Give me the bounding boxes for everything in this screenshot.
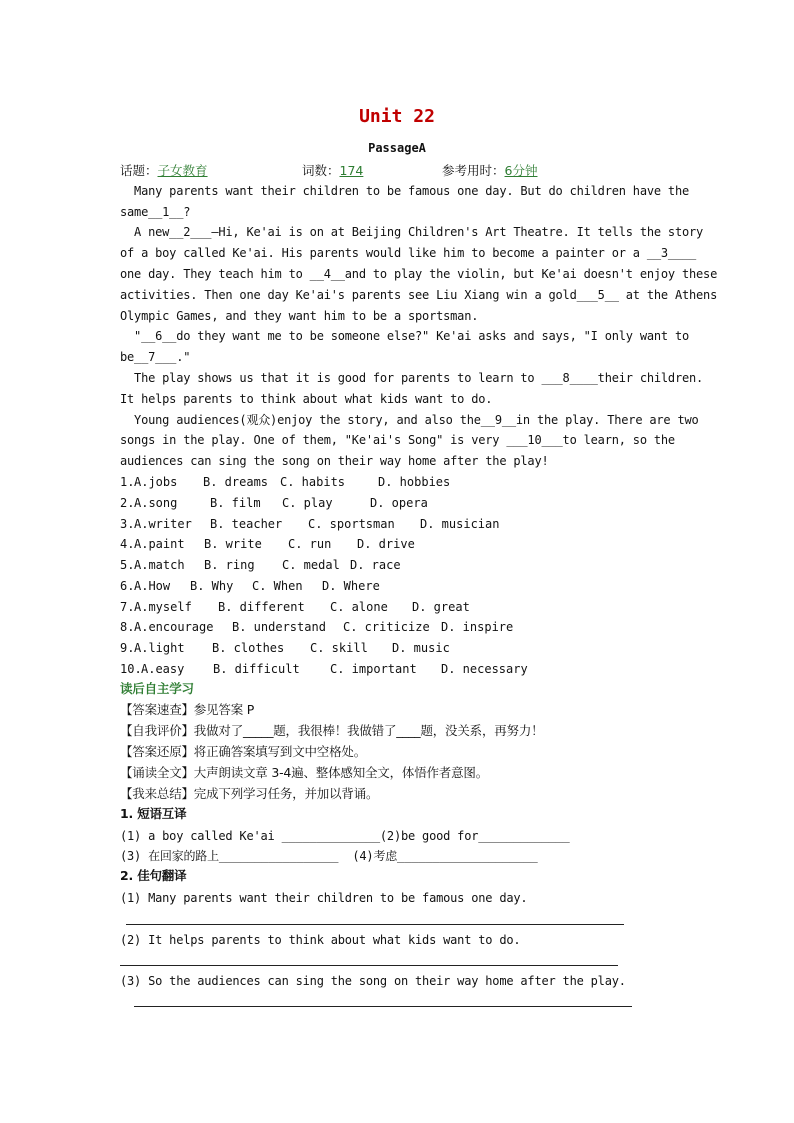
answer-option[interactable]: A.writer	[134, 516, 192, 531]
time-label: 参考用时：	[442, 163, 505, 178]
passage-line: "__6__do they want me to be someone else?" Ke'ai asks and says, "I only want to	[120, 329, 689, 343]
topic-meta	[120, 161, 208, 179]
unit-title: Unit 22	[359, 106, 435, 127]
passage-line: Olympic Games, and they want him to be a sportsman.	[120, 309, 479, 323]
question-number: 9.	[120, 641, 135, 655]
sentence-1: (1) Many parents want their children to be famous one day.	[120, 891, 528, 905]
passage-line: Young audiences(观众)enjoy the story, and also the__9__in the play. There are two	[120, 413, 699, 427]
answer-option[interactable]: C. When	[252, 578, 303, 593]
answer-option[interactable]: C. run	[288, 537, 332, 552]
passage-line: activities. Then one day Ke'ai's parents see Liu Xiang win a gold___5__ at the Athens	[120, 288, 718, 302]
answer-option[interactable]: B. difficult	[213, 661, 300, 676]
answer-option[interactable]: A.song	[134, 495, 178, 510]
answer-option[interactable]: C. medal	[282, 558, 340, 572]
answer-option[interactable]: D. music	[392, 641, 450, 655]
self-study-item: 【我来总结】完成下列学习任务，并加以背诵。	[120, 786, 379, 801]
word-count-meta	[302, 161, 363, 179]
passage-line: The play shows us that it is good for parents to learn to ___8____their children.	[120, 371, 704, 385]
question-number: 1.	[120, 475, 135, 489]
answer-option[interactable]: D. hobbies	[378, 475, 451, 489]
time-value[interactable]: 6分钟	[504, 163, 538, 178]
answer-option[interactable]: D. musician	[420, 516, 500, 531]
answer-option[interactable]: D. drive	[357, 537, 415, 552]
topic-label: 话题：	[120, 163, 158, 178]
question-number: 8.	[120, 620, 135, 635]
answer-option[interactable]: B. write	[204, 537, 262, 552]
topic-value[interactable]: 子女教育	[157, 163, 208, 178]
phrase-row[interactable]: (3) 在回家的路上_________________ (4)考虑____________________	[120, 849, 538, 863]
passage-line: audiences can sing the song on their way home after the play!	[120, 454, 549, 468]
question-number: 2.	[120, 495, 135, 510]
answer-option[interactable]: D. necessary	[441, 661, 528, 676]
passage-line: be__7___."	[120, 350, 191, 364]
passage-line: songs in the play. One of them, "Ke'ai's Song" is very ___10___to learn, so the	[120, 433, 675, 447]
time-meta	[442, 161, 537, 179]
passage-subtitle: PassageA	[368, 141, 426, 155]
answer-option[interactable]: D. great	[412, 599, 470, 614]
passage-line: of a boy called Ke'ai. His parents would like him to become a painter or a __3____	[120, 246, 697, 260]
question-number: 3.	[120, 516, 135, 531]
answer-option[interactable]: B. teacher	[210, 516, 283, 531]
answer-option[interactable]: B. different	[218, 599, 305, 614]
answer-option[interactable]: C. skill	[310, 641, 368, 655]
passage-line: A new__2___—Hi, Ke'ai is on at Beijing Children's Art Theatre. It tells the story	[120, 225, 704, 239]
question-number: 5.	[120, 558, 135, 572]
answer-option[interactable]: B. film	[210, 495, 261, 510]
passage-line: It helps parents to think about what kids want to do.	[120, 392, 493, 406]
answer-option[interactable]: C. important	[330, 661, 417, 676]
answer-option[interactable]: B. clothes	[212, 641, 285, 655]
phrase-row[interactable]: (1) a boy called Ke'ai ______________(2)be good for_____________	[120, 829, 570, 843]
answer-option[interactable]: A.encourage	[134, 620, 214, 635]
question-number: 4.	[120, 537, 135, 552]
self-study-item: 【答案速查】参见答案 P	[120, 702, 255, 717]
answer-option[interactable]: A.How	[134, 578, 171, 593]
answer-option[interactable]: A.myself	[134, 599, 192, 614]
self-study-item: 【答案还原】将正确答案填写到文中空格处。	[120, 744, 367, 759]
section2-heading: 2. 佳句翻译	[120, 868, 187, 883]
section1-heading: 1. 短语互译	[120, 806, 187, 821]
answer-option[interactable]: A.easy	[141, 661, 185, 676]
answer-line-1[interactable]	[126, 924, 624, 925]
passage-line: same__1__?	[120, 205, 191, 219]
answer-option[interactable]: D. opera	[370, 495, 428, 510]
answer-option[interactable]: C. sportsman	[308, 516, 395, 531]
passage-line: Many parents want their children to be famous one day. But do children have the	[120, 184, 689, 198]
self-study-item: 【诵读全文】大声朗读文章 3-4遍、整体感知全文，体悟作者意图。	[120, 765, 488, 780]
answer-option[interactable]: D. inspire	[441, 620, 514, 635]
answer-option[interactable]: A.paint	[134, 537, 185, 552]
answer-option[interactable]: C. play	[282, 495, 333, 510]
words-label: 词数：	[302, 163, 340, 178]
sentence-2: (2) It helps parents to think about what kids want to do.	[120, 933, 521, 947]
self-study-item: 【自我评价】我做对了_____题，我很棒！我做错了____题，没关系，再努力！	[120, 723, 544, 738]
answer-option[interactable]: B. ring	[204, 558, 255, 572]
answer-option[interactable]: C. habits	[280, 475, 346, 489]
answer-option[interactable]: A.jobs	[134, 475, 178, 489]
self-study-heading: 读后自主学习	[120, 681, 194, 696]
answer-line-2[interactable]	[120, 965, 618, 966]
answer-option[interactable]: B. understand	[232, 620, 326, 635]
answer-option[interactable]: A.match	[134, 558, 185, 572]
question-number: 7.	[120, 599, 135, 614]
answer-option[interactable]: B. Why	[190, 578, 234, 593]
sentence-3: (3) So the audiences can sing the song on their way home after the play.	[120, 974, 626, 988]
answer-option[interactable]: A.light	[134, 641, 185, 655]
words-value[interactable]: 174	[339, 163, 364, 178]
answer-option[interactable]: D. race	[350, 558, 401, 572]
answer-line-3[interactable]	[134, 1006, 632, 1007]
answer-option[interactable]: C. criticize	[343, 620, 430, 635]
passage-line: one day. They teach him to __4__and to play the violin, but Ke'ai doesn't enjoy these	[120, 267, 718, 281]
answer-option[interactable]: D. Where	[322, 578, 380, 593]
answer-option[interactable]: B. dreams	[203, 475, 269, 489]
question-number: 6.	[120, 578, 135, 593]
answer-option[interactable]: C. alone	[330, 599, 388, 614]
question-number: 10.	[120, 661, 142, 676]
